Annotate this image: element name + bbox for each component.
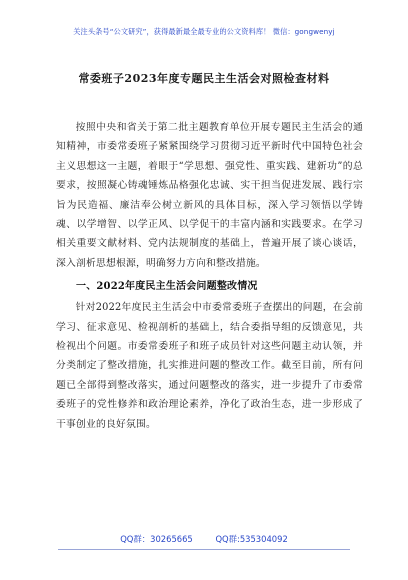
section-paragraph: 针对2022年度民主生活会中市委常委班子查摆出的问题，在会前学习、征求意见、检视剖析的基础上，结合委指导组的反馈意见，共检视出个问题。市委常委班子和班子成员针对这些问题主动认领，并分类制定了整改措施，扎实推进问题的整改工作。截至目前，所有问题已全部得到整改落实，通过问题整改的落实，进一步提升了市委常委班子的党性修养和政治理论素养，净化了政治生态，进一步形成了干事创业的良好氛围。 bbox=[56, 302, 363, 430]
document-title: 常委班子2023年度专题民主生活会对照检查材料 bbox=[78, 72, 330, 85]
qq-group-2: QQ群:535304092 bbox=[215, 534, 288, 544]
footer-divider bbox=[58, 549, 350, 550]
footer-contact bbox=[0, 533, 408, 545]
document-body bbox=[56, 118, 363, 434]
qq-group-1: QQ群：30265665 bbox=[120, 534, 193, 544]
section-heading: 一、2022年度民主生活会问题整改情况 bbox=[76, 281, 258, 293]
intro-paragraph: 按照中央和省关于第二批主题教育单位开展专题民主生活会的通知精神，市委常委班子紧紧围绕学习贯彻习近平新时代中国特色社会主义思想这一主题，着眼于“学思想、强党性、重实践、建新功”的总要求，按照凝心铸魂锤炼品格强化忠诚、实干担当促进发展、践行宗旨为民造福、廉洁奉公树立新风的具体目标，深入学习领悟以学铸魂、以学增智、以学正风、以学促干的丰富内涵和实践要求。在学习相关重要文献材料、党内法规制度的基础上，普遍开展了谈心谈话，深入剖析思想根源，明确努力方向和整改措施。 bbox=[56, 122, 363, 269]
header-banner: 关注头条号“公文研究”，获得最新最全最专业的公文资料库！ 微信：gongwenyj bbox=[73, 27, 335, 36]
